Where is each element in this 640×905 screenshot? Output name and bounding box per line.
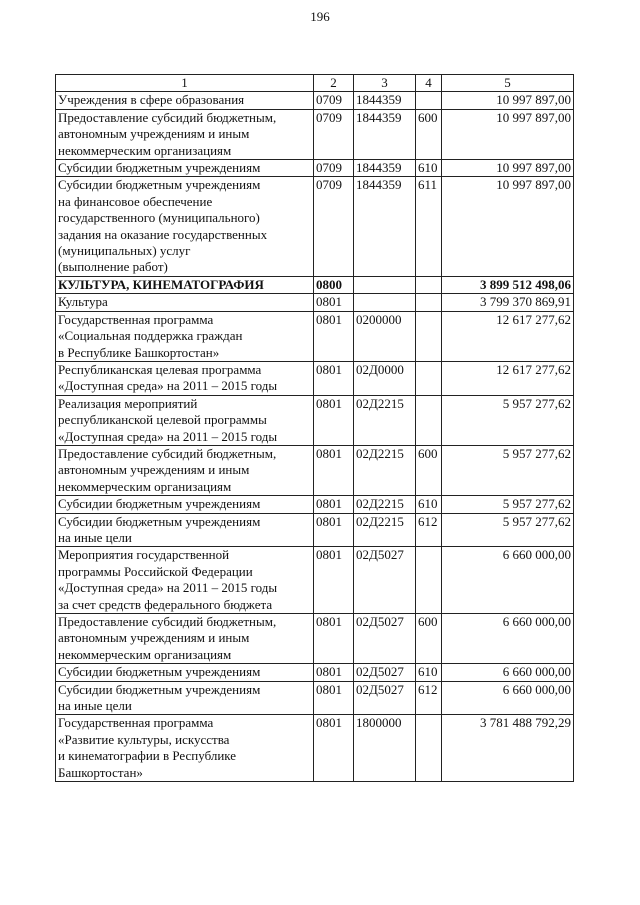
row-article-cell: 02Д2215 — [354, 513, 416, 547]
row-type-cell: 600 — [416, 445, 442, 495]
row-amount-cell: 5 957 277,62 — [442, 513, 574, 547]
row-type-cell — [416, 276, 442, 293]
row-type-cell: 610 — [416, 160, 442, 177]
row-type-cell — [416, 92, 442, 109]
row-article-cell: 02Д5027 — [354, 681, 416, 715]
header-col-4: 4 — [416, 75, 442, 92]
table-row — [56, 109, 574, 159]
header-col-3: 3 — [354, 75, 416, 92]
header-col-2: 2 — [314, 75, 354, 92]
row-section-cell: 0709 — [314, 92, 354, 109]
row-name-cell: Мероприятия государственной программы Российской Федерации «Доступная среда» на 2011 – 2015 годы за счет средств федерального бюджета — [56, 547, 314, 614]
budget-table — [55, 74, 574, 782]
row-type-cell — [416, 361, 442, 395]
row-section-cell: 0801 — [314, 445, 354, 495]
row-article-cell — [354, 294, 416, 311]
table-row — [56, 715, 574, 782]
header-col-5: 5 — [442, 75, 574, 92]
row-name-cell: КУЛЬТУРА, КИНЕМАТОГРАФИЯ — [56, 276, 314, 293]
row-type-cell — [416, 547, 442, 614]
row-type-cell: 610 — [416, 496, 442, 513]
row-amount-cell: 5 957 277,62 — [442, 395, 574, 445]
row-section-cell: 0801 — [314, 395, 354, 445]
row-name-cell: Республиканская целевая программа «Доступная среда» на 2011 – 2015 годы — [56, 361, 314, 395]
row-name-cell: Реализация мероприятий республиканской целевой программы «Доступная среда» на 2011 – 2015 годы — [56, 395, 314, 445]
row-amount-cell: 6 660 000,00 — [442, 547, 574, 614]
row-amount-cell: 3 799 370 869,91 — [442, 294, 574, 311]
row-section-cell: 0709 — [314, 160, 354, 177]
row-amount-cell: 10 997 897,00 — [442, 177, 574, 276]
table-row — [56, 513, 574, 547]
row-name-cell: Предоставление субсидий бюджетным, автономным учреждениям и иным некоммерческим организациям — [56, 614, 314, 664]
row-name-cell: Субсидии бюджетным учреждениям на иные цели — [56, 513, 314, 547]
row-amount-cell: 10 997 897,00 — [442, 92, 574, 109]
row-article-cell: 1844359 — [354, 109, 416, 159]
header-col-1: 1 — [56, 75, 314, 92]
table-row — [56, 681, 574, 715]
row-name-cell: Учреждения в сфере образования — [56, 92, 314, 109]
table-row — [56, 614, 574, 664]
row-section-cell: 0801 — [314, 681, 354, 715]
table-row — [56, 496, 574, 513]
row-article-cell: 02Д5027 — [354, 547, 416, 614]
row-name-cell: Государственная программа «Развитие культуры, искусства и кинематографии в Республике Башкортостан» — [56, 715, 314, 782]
row-name-cell: Субсидии бюджетным учреждениям — [56, 496, 314, 513]
page-number: 196 — [310, 9, 330, 24]
table-row — [56, 160, 574, 177]
row-name-cell: Культура — [56, 294, 314, 311]
row-article-cell — [354, 276, 416, 293]
row-article-cell: 1844359 — [354, 177, 416, 276]
row-article-cell: 02Д5027 — [354, 614, 416, 664]
table-row — [56, 311, 574, 361]
row-amount-cell: 12 617 277,62 — [442, 361, 574, 395]
table-row — [56, 276, 574, 293]
row-type-cell: 610 — [416, 664, 442, 681]
row-amount-cell: 10 997 897,00 — [442, 160, 574, 177]
row-name-cell: Субсидии бюджетным учреждениям на финансовое обеспечение государственного (муниципального) задания на оказание государственных (муниципальных) услуг (выполнение работ) — [56, 177, 314, 276]
table-body — [56, 92, 574, 782]
row-name-cell: Субсидии бюджетным учреждениям — [56, 664, 314, 681]
row-amount-cell: 12 617 277,62 — [442, 311, 574, 361]
row-type-cell: 600 — [416, 614, 442, 664]
row-section-cell: 0801 — [314, 361, 354, 395]
row-type-cell: 611 — [416, 177, 442, 276]
row-type-cell: 612 — [416, 513, 442, 547]
row-type-cell: 600 — [416, 109, 442, 159]
row-type-cell — [416, 395, 442, 445]
table-row — [56, 445, 574, 495]
row-amount-cell: 3 781 488 792,29 — [442, 715, 574, 782]
row-amount-cell: 5 957 277,62 — [442, 496, 574, 513]
row-section-cell: 0801 — [314, 294, 354, 311]
row-amount-cell: 10 997 897,00 — [442, 109, 574, 159]
row-amount-cell: 6 660 000,00 — [442, 664, 574, 681]
row-section-cell: 0709 — [314, 109, 354, 159]
row-type-cell: 612 — [416, 681, 442, 715]
row-article-cell: 02Д5027 — [354, 664, 416, 681]
row-section-cell: 0801 — [314, 715, 354, 782]
table-row — [56, 177, 574, 276]
row-amount-cell: 5 957 277,62 — [442, 445, 574, 495]
row-section-cell: 0801 — [314, 664, 354, 681]
row-type-cell — [416, 715, 442, 782]
row-section-cell: 0801 — [314, 547, 354, 614]
row-article-cell: 02Д2215 — [354, 445, 416, 495]
row-article-cell: 02Д2215 — [354, 496, 416, 513]
table-row — [56, 294, 574, 311]
row-amount-cell: 6 660 000,00 — [442, 681, 574, 715]
row-section-cell: 0709 — [314, 177, 354, 276]
row-name-cell: Государственная программа «Социальная поддержка граждан в Республике Башкортостан» — [56, 311, 314, 361]
row-amount-cell: 6 660 000,00 — [442, 614, 574, 664]
row-section-cell: 0801 — [314, 311, 354, 361]
row-section-cell: 0801 — [314, 614, 354, 664]
row-section-cell: 0801 — [314, 496, 354, 513]
table-row — [56, 361, 574, 395]
table-row — [56, 92, 574, 109]
row-article-cell: 02Д0000 — [354, 361, 416, 395]
table-row — [56, 395, 574, 445]
row-article-cell: 0200000 — [354, 311, 416, 361]
row-name-cell: Предоставление субсидий бюджетным, автономным учреждениям и иным некоммерческим организациям — [56, 109, 314, 159]
row-type-cell — [416, 294, 442, 311]
row-article-cell: 1844359 — [354, 92, 416, 109]
table-row — [56, 547, 574, 614]
row-article-cell: 1844359 — [354, 160, 416, 177]
row-name-cell: Субсидии бюджетным учреждениям на иные цели — [56, 681, 314, 715]
row-name-cell: Предоставление субсидий бюджетным, автономным учреждениям и иным некоммерческим организациям — [56, 445, 314, 495]
row-article-cell: 02Д2215 — [354, 395, 416, 445]
row-name-cell: Субсидии бюджетным учреждениям — [56, 160, 314, 177]
row-amount-cell: 3 899 512 498,06 — [442, 276, 574, 293]
table-row — [56, 664, 574, 681]
row-type-cell — [416, 311, 442, 361]
row-section-cell: 0801 — [314, 513, 354, 547]
row-article-cell: 1800000 — [354, 715, 416, 782]
row-section-cell: 0800 — [314, 276, 354, 293]
header-row — [56, 75, 574, 92]
